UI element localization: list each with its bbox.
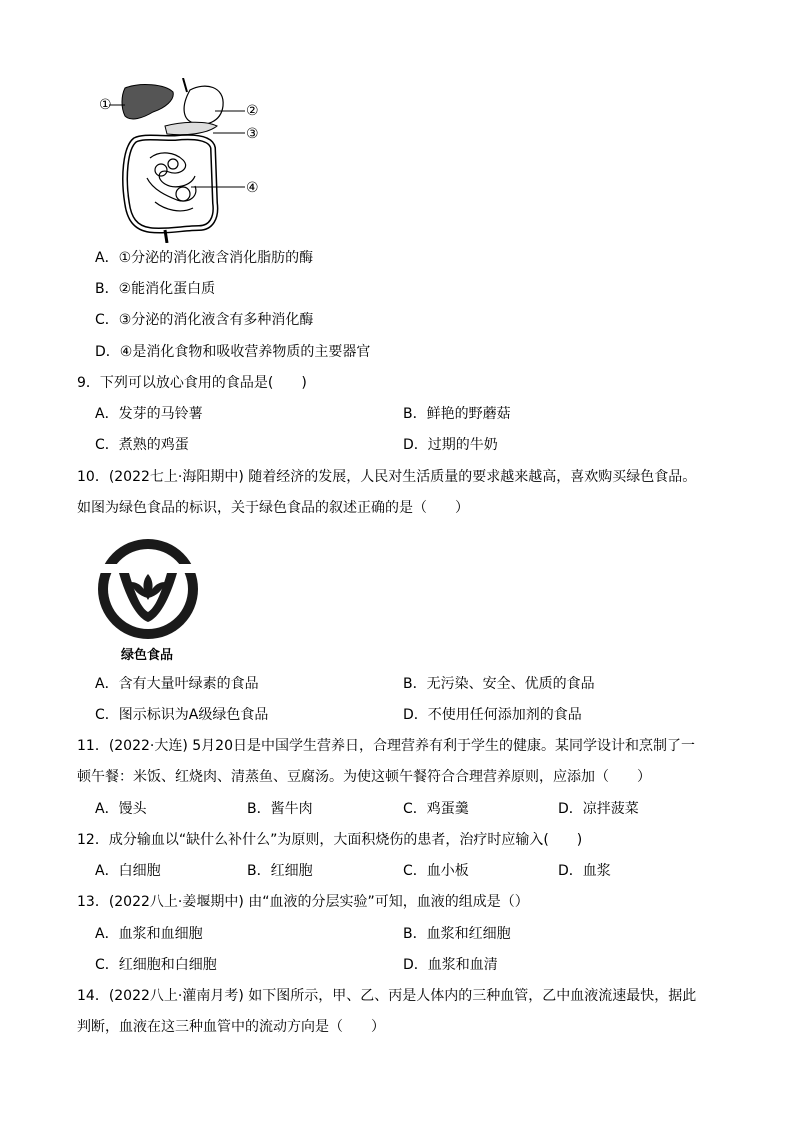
- q8-option-c[interactable]: C．③分泌的消化液含有多种消化酶: [95, 312, 314, 328]
- q9-option-a[interactable]: A．发芽的马铃薯: [95, 406, 203, 422]
- q10-option-b[interactable]: B．无污染、安全、优质的食品: [403, 676, 595, 692]
- q8-option-d[interactable]: D．④是消化食物和吸收营养物质的主要器官: [95, 344, 371, 360]
- q11-stem-line2: 顿午餐：米饭、红烧肉、清蒸鱼、豆腐汤。为使这顿午餐符合合理营养原则，应添加（ ）: [77, 769, 651, 785]
- figure-label-1: ①: [99, 97, 112, 113]
- q13-stem: 13．(2022八上·姜堰期中) 由“血液的分层实验”可知，血液的组成是（）: [77, 894, 529, 910]
- q14-stem-line2: 判断，血液在这三种血管中的流动方向是（ ）: [77, 1019, 385, 1035]
- q13-option-a[interactable]: A．血浆和血细胞: [95, 926, 203, 942]
- q12-option-d[interactable]: D．血浆: [558, 863, 611, 879]
- q13-option-d[interactable]: D．血浆和血清: [403, 957, 498, 973]
- q10-option-c[interactable]: C．图示标识为A级绿色食品: [95, 707, 269, 723]
- green-food-logo-caption: 绿色食品: [121, 648, 174, 663]
- q9-option-b[interactable]: B．鲜艳的野蘑菇: [403, 406, 511, 422]
- q12-stem: 12．成分输血以“缺什么补什么”为原则，大面积烧伤的患者，治疗时应输入( ): [77, 832, 583, 848]
- q12-option-a[interactable]: A．白细胞: [95, 863, 161, 879]
- q12-option-c[interactable]: C．血小板: [403, 863, 469, 879]
- q8-option-a[interactable]: A．①分泌的消化液含消化脂肪的酶: [95, 250, 314, 266]
- q13-option-b[interactable]: B．血浆和红细胞: [403, 926, 511, 942]
- q11-option-b[interactable]: B．酱牛肉: [247, 801, 313, 817]
- q13-option-c[interactable]: C．红细胞和白细胞: [95, 957, 217, 973]
- figure-label-2: ②: [246, 103, 259, 119]
- q10-stem-line2: 如图为绿色食品的标识，关于绿色食品的叙述正确的是（ ）: [77, 500, 469, 516]
- q14-stem-line1: 14．(2022八上·灌南月考) 如下图所示，甲、乙、丙是人体内的三种血管，乙中血液流速最快，据此: [77, 988, 697, 1004]
- q9-option-d[interactable]: D．过期的牛奶: [403, 437, 498, 453]
- q11-option-a[interactable]: A．馒头: [95, 801, 147, 817]
- q10-stem-line1: 10．(2022七上·海阳期中) 随着经济的发展，人民对生活质量的要求越来越高，喜欢购买绿色食品。: [77, 469, 697, 485]
- q8-option-b[interactable]: B．②能消化蛋白质: [95, 281, 216, 297]
- green-food-logo: [97, 538, 199, 640]
- q12-option-b[interactable]: B．红细胞: [247, 863, 313, 879]
- q11-option-d[interactable]: D．凉拌菠菜: [558, 801, 639, 817]
- q11-stem-line1: 11．(2022·大连) 5月20日是中国学生营养日，合理营养有利于学生的健康。某同学设计和烹制了一: [77, 738, 695, 754]
- q10-option-a[interactable]: A．含有大量叶绿素的食品: [95, 676, 259, 692]
- figure-label-3: ③: [246, 126, 259, 142]
- q10-option-d[interactable]: D．不使用任何添加剂的食品: [403, 707, 582, 723]
- figure-label-4: ④: [246, 180, 259, 196]
- q9-option-c[interactable]: C．煮熟的鸡蛋: [95, 437, 189, 453]
- q11-option-c[interactable]: C．鸡蛋羹: [403, 801, 469, 817]
- q9-stem: 9．下列可以放心食用的食品是( ): [77, 375, 307, 391]
